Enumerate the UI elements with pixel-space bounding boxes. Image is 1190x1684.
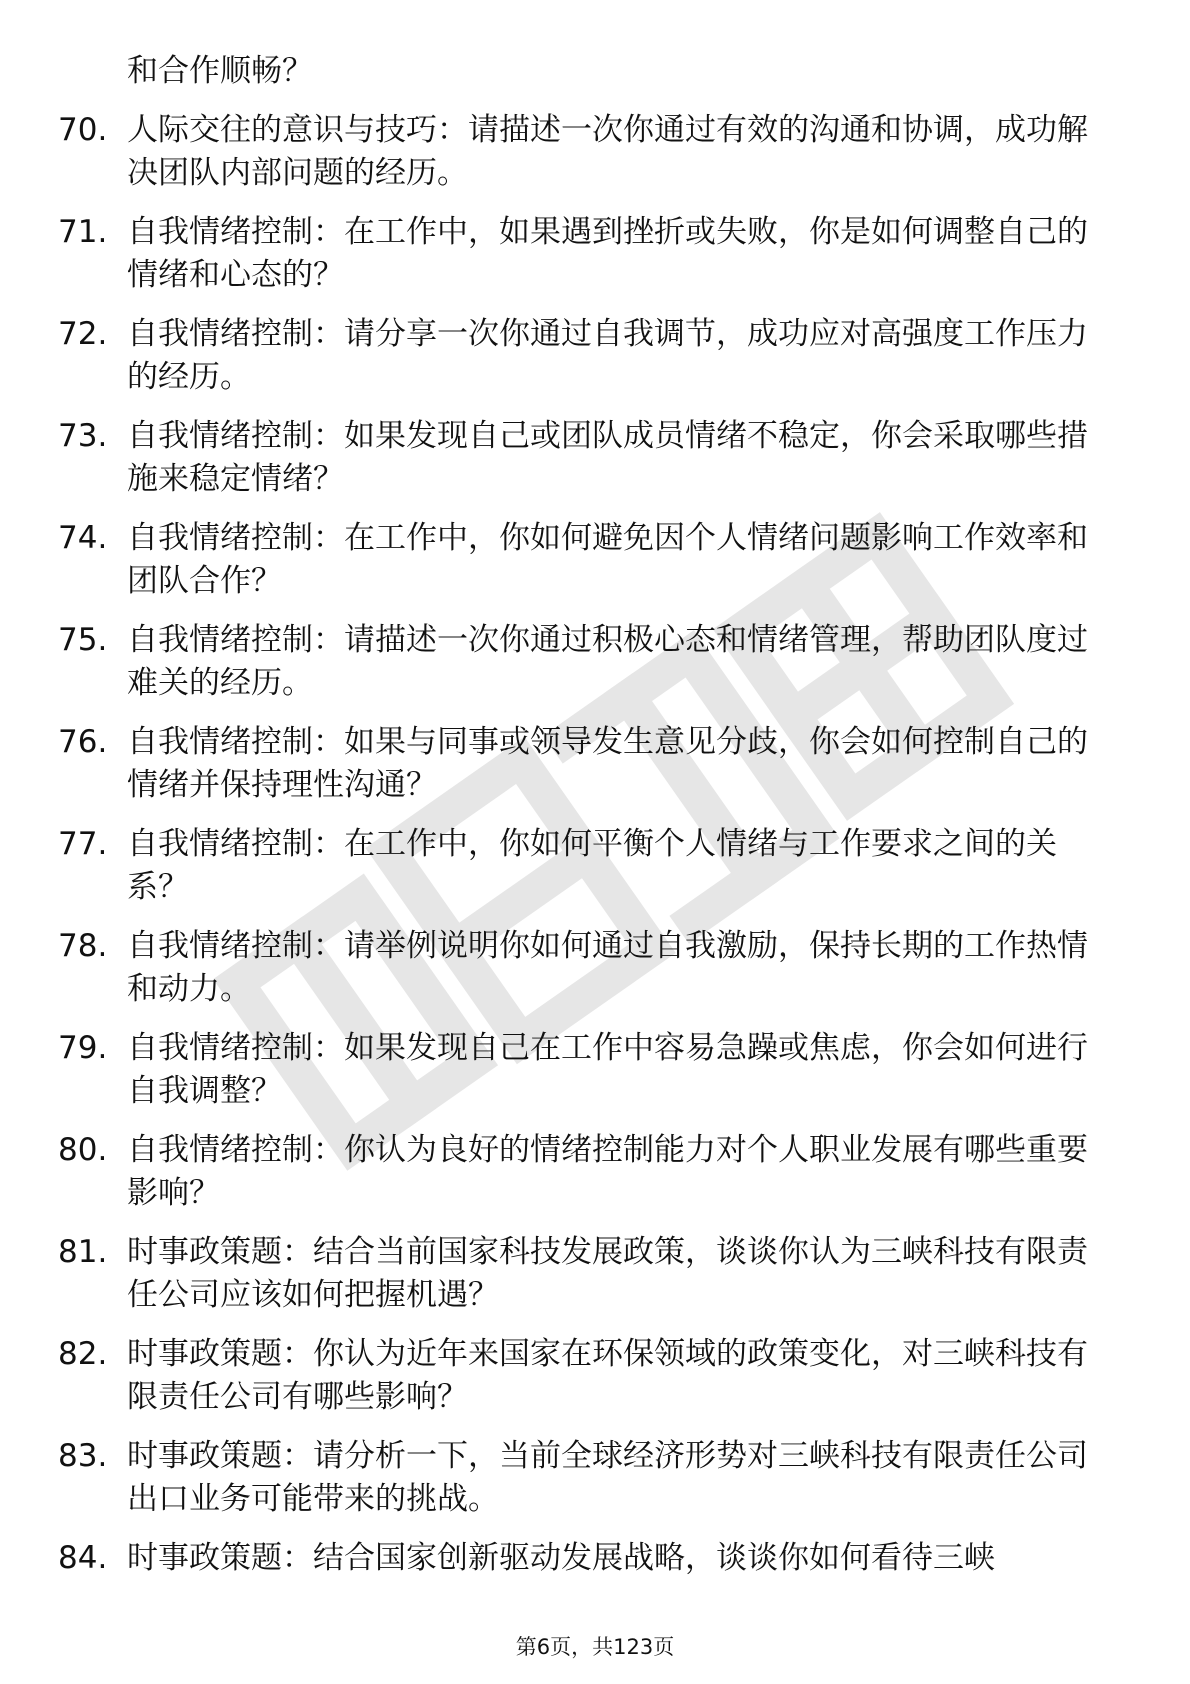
page-footer: 第6页，共123页: [515, 1635, 675, 1659]
question-text: 人际交往的意识与技巧：请描述一次你通过有效的沟通和协调，成功解决团队内部问题的经历。: [127, 112, 1088, 191]
question-item: [58, 823, 1118, 909]
question-number: 75.: [58, 622, 108, 658]
question-item: [58, 415, 1118, 501]
question-item: [58, 721, 1118, 807]
question-item: [58, 1333, 1118, 1419]
question-number: 80.: [58, 1132, 108, 1168]
question-text: 自我情绪控制：在工作中，如果遇到挫折或失败，你是如何调整自己的情绪和心态的？: [127, 214, 1088, 293]
question-text: 自我情绪控制：如果发现自己或团队成员情绪不稳定，你会采取哪些措施来稳定情绪？: [127, 418, 1088, 497]
question-text: 自我情绪控制：如果发现自己在工作中容易急躁或焦虑，你会如何进行自我调整？: [127, 1030, 1088, 1109]
question-number: 71.: [58, 214, 108, 250]
question-number: 73.: [58, 418, 108, 454]
question-text: 自我情绪控制：如果与同事或领导发生意见分歧，你会如何控制自己的情绪并保持理性沟通？: [127, 724, 1088, 803]
question-text: 时事政策题：请分析一下，当前全球经济形势对三峡科技有限责任公司出口业务可能带来的挑战。: [127, 1438, 1088, 1517]
question-item: [58, 1537, 1118, 1580]
question-text: 时事政策题：结合当前国家科技发展政策，谈谈你认为三峡科技有限责任公司应该如何把握机遇？: [127, 1234, 1088, 1313]
question-item: [58, 517, 1118, 603]
question-item: [58, 313, 1118, 399]
question-item: [58, 1231, 1118, 1317]
question-text: 自我情绪控制：请分享一次你通过自我调节，成功应对高强度工作压力的经历。: [127, 316, 1088, 395]
question-text: 时事政策题：结合国家创新驱动发展战略，谈谈你如何看待三峡: [127, 1540, 995, 1576]
question-item: [58, 1435, 1118, 1521]
question-text: 自我情绪控制：请描述一次你通过积极心态和情绪管理，帮助团队度过难关的经历。: [127, 622, 1088, 701]
question-item: [58, 109, 1118, 195]
question-item: [58, 619, 1118, 705]
question-number: 72.: [58, 316, 108, 352]
question-text: 自我情绪控制：在工作中，你如何避免因个人情绪问题影响工作效率和团队合作？: [127, 520, 1088, 599]
question-number: 82.: [58, 1336, 108, 1372]
question-number: 84.: [58, 1540, 108, 1576]
question-text: 自我情绪控制：你认为良好的情绪控制能力对个人职业发展有哪些重要影响？: [127, 1132, 1088, 1211]
question-number: 76.: [58, 724, 108, 760]
question-item: [58, 211, 1118, 297]
question-number: 81.: [58, 1234, 108, 1270]
question-list: [58, 50, 1118, 1596]
question-number: 78.: [58, 928, 108, 964]
question-item: [58, 1027, 1118, 1113]
question-text: 自我情绪控制：在工作中，你如何平衡个人情绪与工作要求之间的关系？: [127, 826, 1057, 905]
question-text: 自我情绪控制：请举例说明你如何通过自我激励，保持长期的工作热情和动力。: [127, 928, 1088, 1007]
question-number: 77.: [58, 826, 108, 862]
question-text: 时事政策题：你认为近年来国家在环保领域的政策变化，对三峡科技有限责任公司有哪些影响？: [127, 1336, 1088, 1415]
continued-question-text: 和合作顺畅？: [127, 53, 313, 89]
question-number: 74.: [58, 520, 108, 556]
question-number: 79.: [58, 1030, 108, 1066]
question-number: 83.: [58, 1438, 108, 1474]
question-number: 70.: [58, 112, 108, 148]
question-item: [58, 1129, 1118, 1215]
question-item: [58, 925, 1118, 1011]
